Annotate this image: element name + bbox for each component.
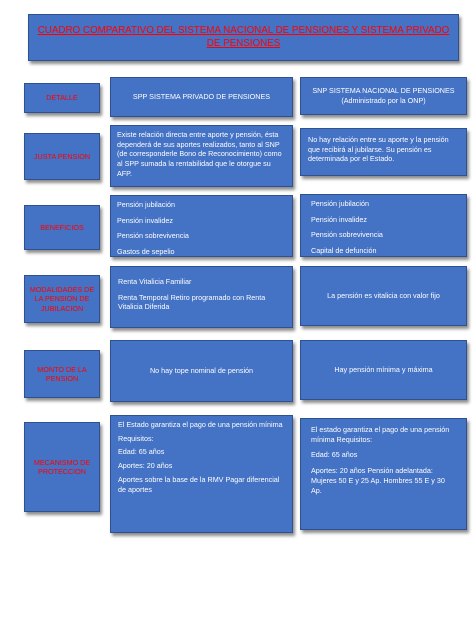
- title-box: [28, 14, 459, 61]
- mecanismo-snp-item: Aportes: 20 años Pensión adelantada: Mujeres 50 E y 25 Ap. Hombres 55 E y 30 Ap.: [311, 466, 445, 495]
- justa-pension-spp-box: [110, 125, 293, 187]
- beneficios-snp-item: Pensión jubilación: [311, 199, 369, 208]
- modalidades-snp-text: La pensión es vitalicia con valor fijo: [327, 291, 440, 301]
- modalidades-spp-box: [110, 266, 293, 328]
- mecanismo-label: MECANISMO DE PROTECCION: [33, 457, 91, 476]
- modalidades-snp-box: [300, 266, 467, 326]
- detalle-snp-line1: SNP SISTEMA NACIONAL DE PENSIONES: [312, 86, 455, 96]
- modalidades-label-box: [24, 275, 100, 323]
- mecanismo-snp-box: [300, 418, 467, 530]
- mecanismo-spp-box: [110, 415, 293, 533]
- mecanismo-snp-item: Edad: 65 años: [311, 450, 358, 460]
- mecanismo-spp-item: Aportes sobre la base de la RMV Pagar diferencial de aportes: [118, 474, 280, 494]
- monto-snp-box: [300, 340, 467, 400]
- detalle-spp-box: [110, 77, 293, 117]
- mecanismo-label-box: [24, 422, 100, 512]
- beneficios-snp-item: Pensión invalidez: [311, 214, 367, 224]
- justa-pension-label: JUSTA PENSION: [33, 151, 91, 161]
- justa-pension-label-box: [24, 133, 100, 180]
- monto-spp-box: [110, 340, 293, 402]
- beneficios-snp-box: [300, 194, 467, 257]
- document-title: CUADRO COMPARATIVO DEL SISTEMA NACIONAL DE PENSIONES Y SISTEMA PRIVADO DE PENSIONES: [37, 25, 450, 49]
- beneficios-spp-box: [110, 195, 293, 257]
- monto-spp-text: No hay tope nominal de pensión: [149, 366, 254, 376]
- modalidades-label: MODALIDADES DE LA PENSION DE JUBILACION: [29, 284, 95, 313]
- beneficios-spp-item: Pensión invalidez: [117, 215, 173, 225]
- beneficios-snp-item: Capital de defunción: [311, 246, 377, 256]
- modalidades-spp-item: Renta Temporal Retiro programado con Renta Vitalicia Diferida: [118, 292, 266, 312]
- detalle-label-box: [24, 83, 100, 113]
- monto-label-box: [24, 350, 100, 398]
- beneficios-label-box: [24, 205, 100, 250]
- beneficios-spp-item: Pensión sobrevivencia: [117, 231, 189, 241]
- justa-pension-snp-box: [300, 128, 467, 176]
- justa-pension-snp-text: No hay relación entre su aporte y la pensión que recibirá al jubilarse. Su pensión es determinada por el Estado.: [308, 135, 449, 164]
- beneficios-label: BENEFICIOS: [40, 222, 84, 232]
- mecanismo-spp-item: El Estado garantiza el pago de una pensión mínima: [118, 420, 283, 429]
- modalidades-spp-item: Renta Vitalicia Familiar: [118, 277, 192, 286]
- detalle-label: DETALLE: [46, 93, 78, 103]
- detalle-snp-box: [300, 77, 467, 115]
- detalle-spp-text: SPP SISTEMA PRIVADO DE PENSIONES: [132, 92, 271, 102]
- detalle-snp-line2: (Administrado por la ONP): [341, 96, 426, 105]
- beneficios-spp-item: Pensión jubilación: [117, 200, 175, 209]
- mecanismo-snp-item: El estado garantiza el pago de una pensión mínima Requisitos:: [311, 425, 450, 444]
- beneficios-snp-item: Pensión sobrevivencia: [311, 230, 383, 240]
- beneficios-spp-item: Gastos de sepelio: [117, 247, 175, 257]
- justa-pension-spp-text: Existe relación directa entre aporte y pensión, ésta dependerá de sus aportes realizados, tanto al SNP (de corresponderle Bono de Reconocimiento) como al SPP sumada la rentabilidad que le otorgue su AFP.: [117, 130, 282, 178]
- mecanismo-spp-item: Aportes: 20 años: [118, 461, 173, 471]
- monto-snp-text: Hay pensión mínima y máxima: [334, 365, 433, 375]
- mecanismo-spp-item: Requisitos:: [118, 433, 154, 443]
- mecanismo-spp-item: Edad: 65 años: [118, 447, 165, 457]
- monto-label: MONTO DE LA PENSION: [37, 364, 87, 383]
